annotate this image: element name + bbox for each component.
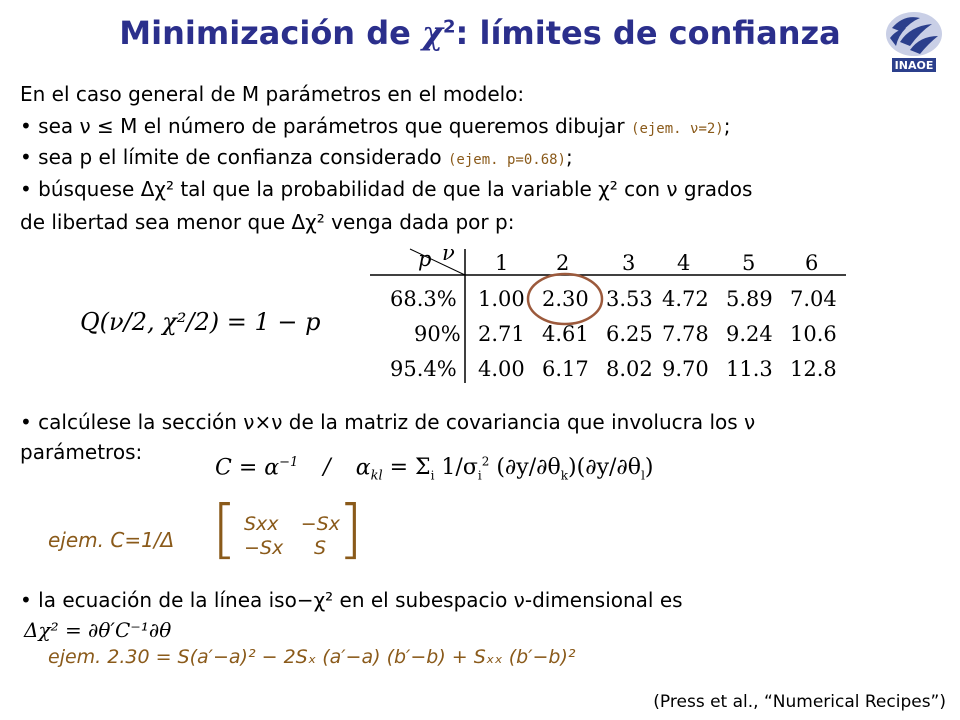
- col-header: 1: [495, 251, 509, 275]
- col-header: 3: [622, 251, 636, 275]
- table-cell: 4.61: [542, 322, 589, 346]
- delta-chi-equation: Δχ² = ∂θ′C⁻¹∂θ: [24, 618, 172, 642]
- row-label: 90%: [414, 322, 461, 346]
- right-bracket: ]: [338, 493, 363, 567]
- inaoe-logo: [880, 8, 948, 74]
- bullet-covariance: • calcúlese la sección ν×ν de la matriz de covariancia que involucra los ν: [20, 410, 756, 434]
- left-bracket: [: [212, 493, 237, 567]
- table-cell: 4.72: [662, 287, 709, 311]
- table-cell: 12.8: [790, 357, 837, 381]
- example-c-label: ejem. C=1/Δ: [48, 528, 175, 552]
- col-header: 4: [677, 251, 691, 275]
- row-label: 68.3%: [390, 287, 457, 311]
- table-cell: 7.04: [790, 287, 837, 311]
- table-cell: 6.17: [542, 357, 589, 381]
- bullet-p: • sea p el límite de confianza considerado (ejem. p=0.68);: [20, 145, 573, 169]
- table-cell: 5.89: [726, 287, 773, 311]
- q-equation: Q(ν/2, χ²/2) = 1 − p: [80, 308, 321, 336]
- table-cell: 4.00: [478, 357, 525, 381]
- bullet-nu: • sea ν ≤ M el número de parámetros que queremos dibujar (ejem. ν=2);: [20, 114, 731, 138]
- table-cell: 6.25: [606, 322, 653, 346]
- chi-square-table: [370, 241, 850, 385]
- table-cell: 7.78: [662, 322, 709, 346]
- bullet-covariance-cont: parámetros:: [20, 440, 143, 464]
- table-cell: 10.6: [790, 322, 837, 346]
- covariance-equation: $C = \alpha^{-1} / \alpha_{kl} = \Sigma_i$ $1/\sigma_i^2$ $(\partial y/\partial\theta_k)(\partial y/\partial\theta_l)$: [215, 455, 654, 484]
- bullet-iso-line: • la ecuación de la línea iso−χ² en el subespacio ν-dimensional es: [20, 588, 683, 612]
- row-label: 95.4%: [390, 357, 457, 381]
- reference-text: (Press et al., “Numerical Recipes”): [653, 692, 946, 712]
- example-iso-equation: ejem. 2.30 = S(a′−a)² − 2Sₓ (a′−a) (b′−b) + Sₓₓ (b′−b)²: [48, 646, 576, 668]
- example-matrix: Sxx −Sx −Sx S: [244, 513, 340, 559]
- page-title: Minimización de $\chi^2$: límites de confianza: [119, 14, 841, 52]
- col-header: 6: [805, 251, 819, 275]
- table-cell: 8.02: [606, 357, 653, 381]
- table-cell: 2.71: [478, 322, 525, 346]
- table-cell: 9.70: [662, 357, 709, 381]
- svg-text:INAOE: INAOE: [894, 59, 934, 72]
- col-header: 2: [556, 251, 570, 275]
- table-cell: 1.00: [478, 287, 525, 311]
- bullet-delta-chi-cont: de libertad sea menor que Δχ² venga dada por p:: [20, 210, 515, 234]
- table-cell: 9.24: [726, 322, 773, 346]
- table-cell: 2.30: [542, 287, 589, 311]
- corner-p: p: [418, 247, 432, 271]
- intro-text: En el caso general de M parámetros en el modelo:: [20, 82, 525, 106]
- table-cell: 11.3: [726, 357, 773, 381]
- col-header: 5: [742, 251, 756, 275]
- corner-nu: ν: [442, 241, 455, 265]
- bullet-delta-chi: • búsquese Δχ² tal que la probabilidad de que la variable χ² con ν grados: [20, 177, 753, 201]
- table-cell: 3.53: [606, 287, 653, 311]
